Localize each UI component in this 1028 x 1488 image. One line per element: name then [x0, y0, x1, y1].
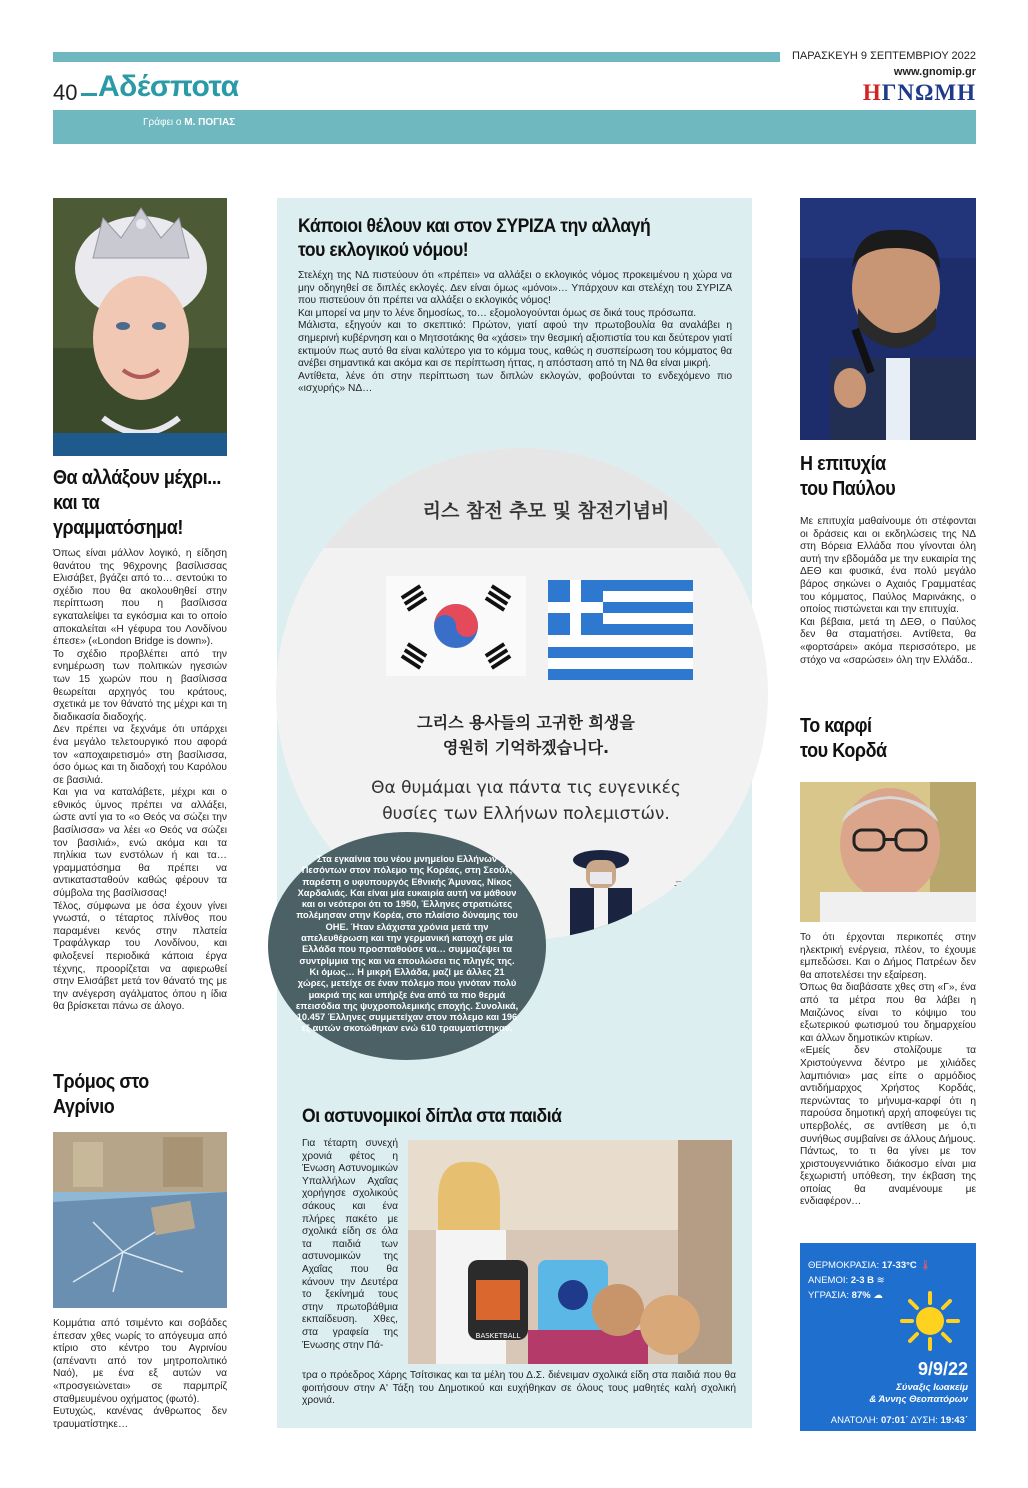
honor-guard: [556, 846, 646, 940]
article-queen-title: Θα αλλάξουν μέχρι... και τα γραμματόσημα!: [53, 467, 221, 539]
paragraph: Δεν πρέπει να ξεχνάμε ότι υπάρχει ένα μεγάλο τελετουργικό που αφορά τον «αποχαιρετισμό» στη βασίλισσα, όσο όμως και τη διαδοχή του Καρόλου σε βασιλιά.: [53, 724, 227, 786]
weather-wind: ΑΝΕΜΟΙ: 2-3 Β ≋: [808, 1275, 885, 1286]
article-agrinio-body: [53, 1318, 227, 1431]
windshield-photo: [53, 1132, 227, 1308]
byline: Γράφει ο Μ. ΠΟΓΙΑΣ: [143, 117, 236, 128]
paragraph: «Εμείς δεν στολίζουμε τα Χριστούγεννα δέντρο με χιλιάδες λαμπιόνια» μας είπε ο αρμόδιος αντιδήμαρχος Χρήστος Κορδάς, περνώντας το μήνυμα-καρφί ότι η παρούσα δημοτική αρχή αποφεύγει τις υπερβολές, σε αντίθεση με ό,τι συνήθως συμβαίνει σε άλλους Δήμους.: [800, 1045, 976, 1145]
article-syriza-title: Κάποιοι θέλουν και στον ΣΥΡΙΖΑ την αλλαγή του εκλογικού νόμου!: [298, 215, 651, 262]
weather-temperature: ΘΕΡΜΟΚΡΑΣΙΑ: 17-33°C 🌡: [808, 1260, 932, 1271]
article-queen-body: [53, 548, 227, 1014]
banner-korean-line1: 그리스 용사들의 고귀한 희생을: [417, 713, 635, 732]
paragraph: Με επιτυχία μαθαίνουμε ότι στέφονται οι δράσεις και οι εκδηλώσεις της ΝΔ στη Βόρεια Ελλάδα που γίνονται όλη αυτή την εβδομάδα με την ευκαιρία της ΔΕΘ και φυσικά, ένα πολύ μεγάλο βάρος σηκώνει ο Αχαιός Γραμματέας του κόμματος, Παύλος Μαρινάκης, ο οποίος πιστώνεται και την επιτυχία.: [800, 516, 976, 616]
thermometer-icon: 🌡: [919, 1260, 932, 1271]
greek-flag: [548, 580, 693, 680]
weather-box: [800, 1243, 976, 1431]
header-top-bar: [53, 52, 780, 62]
website-url[interactable]: www.gnomip.gr: [893, 66, 976, 78]
banner-greek-line1: Θα θυμάμαι για πάντα τις ευγενικές: [371, 778, 681, 798]
police-children-photo: [408, 1140, 732, 1364]
paragraph: Αντίθετα, λένε ότι στην περίπτωση των διπλών εκλογών, φοβούνται το ενδεχόμενο πιο «ισχυρής» ΝΔ…: [298, 370, 732, 395]
paragraph: Στελέχη της ΝΔ πιστεύουν ότι «πρέπει» να αλλάξει ο εκλογικός νόμος προκειμένου η χώρα να μην οδηγηθεί σε διπλές εκλογές. Δεν είναι όμως «μόνοι»… Υπάρχουν και στελέχη του ΣΥΡΙΖΑ που πιστεύουν ότι πρέπει να αλλάξει ο εκλογικός νόμος!: [298, 270, 732, 307]
weather-humidity: ΥΓΡΑΣΙΑ: 87% ☁: [808, 1290, 883, 1301]
paragraph: Ευτυχώς, κανένας άνθρωπος δεν τραυματίστηκε…: [53, 1406, 227, 1430]
photo-caption-bubble: Στα εγκαίνια του νέου μνημείου Ελλήνων Πεσόντων στον πόλεμο της Κορέας, στη Σεούλ, παρέστη ο υφυπουργός Εθνικής Άμυνας, Νίκος Χαρδαλιάς. Και είναι μία ευκαιρία αυτή να μάθουν και οι νεότεροι ότι το 1950, Έλληνες στρατιώτες πολέμησαν στην Κορέα, στο πλαίσιο δύναμης του ΟΗΕ. Ήταν ελάχιστα χρόνια μετά την απελευθέρωση και την γερμανική κατοχή σε μία Ελλάδα που προσπαθούσε να… συμμαζέψει τα συντρίμμια της και να επουλώσει τις πληγές της. Κι όμως… Η μικρή Ελλάδα, μαζί με άλλες 21 χώρες, μετείχε σε έναν πόλεμο που γινόταν πολύ μακριά της και υπήρξε ένα από τα πιο θερμά επεισόδια της ψυχροπολεμικής εποχής. Συνολικά, 10.457 Έλληνες συμμετείχαν στον πόλεμο και 196 εξ αυτών σκοτώθηκαν ενώ 610 τραυματίστηκαν.: [268, 832, 546, 1060]
paragraph: Και μπορεί να μην το λένε δημοσίως, το… εξομολογούνται όμως σε δικά τους πρόσωπα.: [298, 307, 697, 319]
logo-main: ΓΝΩΜΗ: [881, 80, 976, 105]
banner-korean-corner: 국가보훈처: [674, 880, 728, 893]
sun-icon: [900, 1291, 960, 1351]
korean-flag: [386, 576, 526, 676]
paragraph: Πάντως, το τι θα γίνει με τον χριστουγεννιάτικο διάκοσμο είναι μια ξεχωριστή υπόθεση, την έκβαση της οποίας θα αναμένουμε με ενδιαφέρον…: [800, 1146, 976, 1208]
article-kordas-body: [800, 932, 976, 1209]
banner-greek-line2: θυσίες των Ελλήνων πολεμιστών.: [382, 804, 670, 824]
banner-korean-top: 리스 참전 추모 및 참전기념비: [422, 500, 670, 522]
humidity-icon: ☁: [873, 1290, 883, 1301]
paragraph: Μάλιστα, εξηγούν και το σκεπτικό: Πρώτον, γιατί αφού την πρωτοβουλία θα αναλάβει η σημερινή κυβέρνηση και ο Μητσοτάκης θα «χάσει» την θεσμική αξιοπιστία του και δεύτερον γιατί εκτιμούν πως αυτό θα είναι καλύτερο για το κόμμα τους, καθώς η συσπείρωση του κόμματος θα ανέβει σημαντικά και ακόμα και σε περίπτωση ήττας, η απόσταση από τη ΝΔ θα είναι μικρή.: [298, 320, 732, 370]
paragraph: Το σχέδιο προβλέπει από την ενημέρωση των πολιτικών ηγεσιών των 15 χωρών που η βασίλισσα θεωρείται αρχηγός του κράτους, σχετικά με τον θάνατό της μέχρι και τη διαδικασία διαδοχής.: [53, 648, 227, 723]
article-police-title: Οι αστυνομικοί δίπλα στα παιδιά: [302, 1105, 562, 1127]
marinakis-photo: [800, 198, 976, 440]
logo-prefix: Η: [862, 80, 882, 105]
article-police-side-text: Για τέταρτη συνεχή χρονιά φέτος η Ένωση Αστυνομικών Υπαλλήλων Αχαΐας χορήγησε σχολικούς σάκους και ένα πλήρες πακέτο με σχολικά είδη σε όλα τα παιδιά των αστυνομικών της Αχαΐας που θα κάνουν την Δευτέρα το ξεκίνημά τους στην πρωτοβάθμια εκπαίδευση. Χθες, στα γραφεία της Ένωσης στην Πά-: [302, 1138, 398, 1351]
paragraph: Κομμάτια από τσιμέντο και σοβάδες έπεσαν χθες νωρίς το απόγευμα από κτίριο στο κέντρο του Αγρινίου (απέναντι από τον μητροπολιτικό Ναό), με ένα εξ αυτών να «προσγειώνεται» σε παρμπρίζ σταθμευμένου οχήματος (φωτό).: [53, 1318, 227, 1405]
section-title: Αδέσποτα: [98, 70, 239, 103]
paragraph: Τέλος, σύμφωνα με όσα έχουν γίνει γνωστά, ο τέταρτος πλίνθος που παραμένει κενός στην πλατεία Τραφάλγκαρ του Λονδίνου, και φιλοξενεί περιοδικά κάποια έργα τέχνης, προορίζεται να αφιερωθεί στην Ελισάβετ μετά τον θάνατό της με την ανέγερση αγάλματος όπου η ίδια θα βρίσκεται πάνω σε άλογο.: [53, 900, 227, 1013]
paragraph: Το ότι έρχονται περικοπές στην ηλεκτρική ενέργεια, πλέον, το έχουμε εμπεδώσει. Και ο Δήμος Πατρέων δεν θα αποτελέσει την εξαίρεση.: [800, 932, 976, 981]
wind-icon: ≋: [876, 1275, 885, 1286]
banner-korean-line2: 영원히 기억하겠습니다.: [442, 738, 610, 757]
kordas-photo: [800, 782, 976, 922]
bag-label: BASKETBALL: [475, 1332, 521, 1340]
newspaper-logo: [860, 80, 976, 106]
queen-photo: [53, 198, 227, 456]
article-pavlos-body: [800, 516, 976, 667]
article-agrinio-title: Τρόμος στο Αγρίνιο: [53, 1071, 149, 1118]
paragraph: Όπως είναι μάλλον λογικό, η είδηση θανάτου της 96χρονης βασίλισσας Ελισάβετ, βγάζει από το… σεντούκι το σχέδιο που θα ακολουθηθεί στην περίπτωση που η βασίλισσα εγκαταλείψει τα εγκόσμια και το οποίο αποκαλείται «Η γέφυρα του Λονδίνου έπεσε» («London Bridge is down»).: [53, 548, 227, 648]
paragraph: Όπως θα διαβάσατε χθες στη «Γ», ένα από τα μέτρα που θα λάβει η Μαιζώνος είναι το κόψιμο του εξωτερικού φωτισμού του δημαρχείου και άλλων δημοτικών κτιρίων.: [800, 982, 976, 1044]
paragraph: Και για να καταλάβετε, μέχρι και ο εθνικός ύμνος πρέπει να αλλάξει, ώστε αντί για το «ο Θεός να σώζει την βασίλισσα» να λέει «ο Θεός να σώζει τον βασιλιά», ενώ ακόμα και τα πηλίκια των ενστόλων ή και τα… γραμματόσημα θα πρέπει να αντικατασταθούν καθώς φέρουν τα σύμβολα της βασίλισσας!: [53, 787, 227, 900]
name-day-line2: & Άννης Θεοπατόρων: [869, 1394, 968, 1405]
article-kordas-title: Το καρφί του Κορδά: [800, 715, 887, 762]
weather-date: 9/9/22: [917, 1359, 968, 1379]
name-day-line1: Σύναξις Ιωακείμ: [896, 1382, 968, 1393]
sunrise-sunset: ΑΝΑΤΟΛΗ: 07:01΄ ΔΥΣΗ: 19:43΄: [830, 1415, 968, 1426]
paragraph: Και βέβαια, μετά τη ΔΕΘ, ο Παύλος δεν θα σταματήσει. Αντίθετα, θα «φορτσάρει» ακόμα περισσότερο, με στόχο να «σαρώσει» όλη την Ελλάδα..: [800, 616, 976, 666]
issue-date: ΠΑΡΑΣΚΕΥΗ 9 ΣΕΠΤΕΜΒΡΙΟΥ 2022: [791, 50, 976, 62]
article-police-bottom-text: τρα ο πρόεδρος Χάρης Τσίτσικας και τα μέλη του Δ.Σ. διένειμαν σχολικά είδη στα παιδιά που θα φοιτήσουν στην Α' Τάξη του Δημοτικού και ευχήθηκαν σε όλους τους μαθητές καλή σχολική χρονιά.: [302, 1370, 736, 1407]
page-number: 40: [53, 80, 99, 106]
article-pavlos-title: Η επιτυχία του Παύλου: [800, 453, 896, 500]
article-syriza-body: [298, 270, 732, 396]
